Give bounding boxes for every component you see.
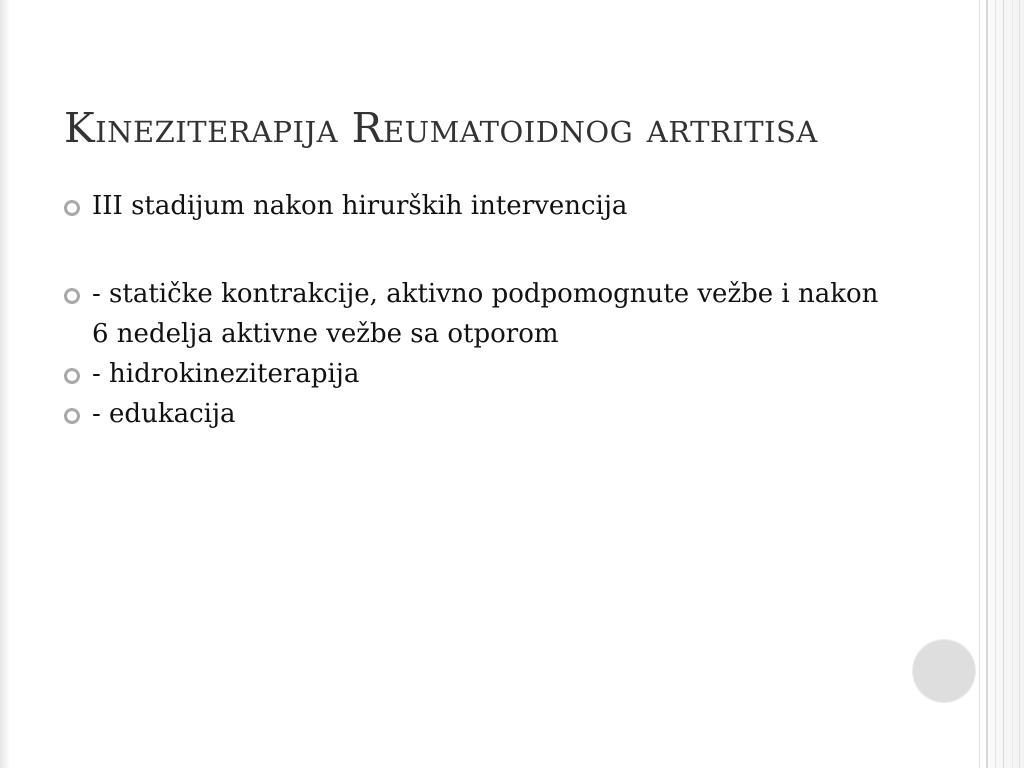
slide-title: Kineziterapija Reumatoidnog artritisa: [64, 104, 818, 152]
ring-bullet-icon: [64, 288, 80, 304]
list-item-text: III stadijum nakon hirurških intervencija: [92, 191, 628, 221]
right-frame-line: [1012, 0, 1013, 768]
right-frame-line: [986, 0, 988, 768]
list-item-text: - statičke kontrakcije, aktivno podpomognute vežbe i nakon 6 nedelja aktivne vežbe sa otporom: [92, 279, 879, 349]
right-frame-line: [1019, 0, 1020, 768]
ring-bullet-icon: [64, 200, 80, 216]
list-item: [64, 186, 884, 226]
ring-bullet-icon: [64, 368, 80, 384]
bullet-list: [64, 186, 884, 434]
left-edge-shade: [0, 0, 10, 768]
list-item: [64, 394, 884, 434]
right-frame-line: [979, 0, 980, 768]
list-item-text: - edukacija: [92, 399, 236, 429]
right-frame-line: [1003, 0, 1004, 768]
list-item-text: - hidrokineziterapija: [92, 359, 360, 389]
right-frame-line: [995, 0, 996, 768]
list-item: [64, 274, 884, 354]
circle-decoration-icon: [913, 640, 975, 702]
list-item: [64, 354, 884, 394]
ring-bullet-icon: [64, 408, 80, 424]
